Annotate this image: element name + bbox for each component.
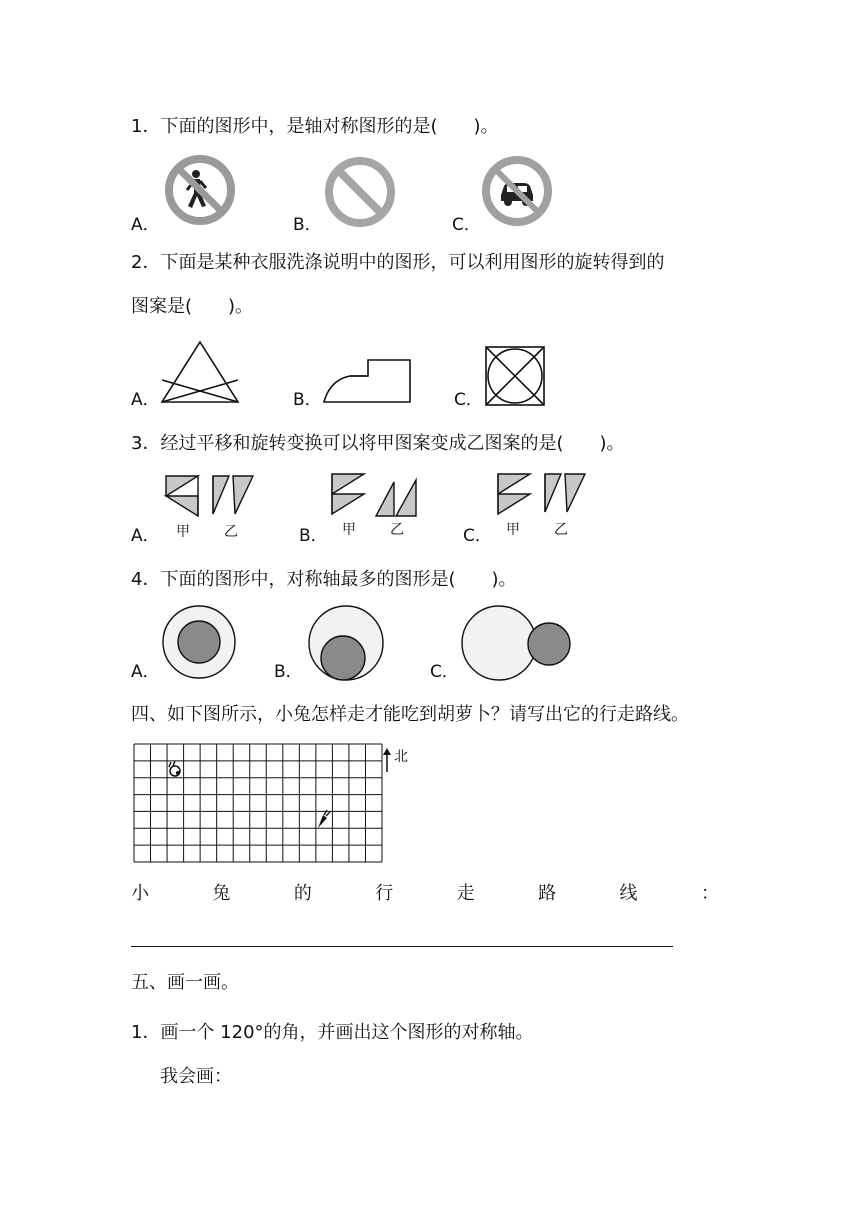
q3-c-pattern-yi-icon	[541, 472, 587, 516]
iron-shape-icon	[322, 356, 412, 406]
q3-b-label-jia: 甲	[342, 522, 356, 538]
q4-option-b-label: B．	[274, 662, 303, 682]
route-char: 的	[293, 883, 312, 904]
q3-c-pattern-jia-icon	[496, 472, 536, 516]
q2-option-c-label: C．	[454, 390, 483, 410]
q2-option-a-label: A．	[131, 390, 160, 410]
q3-a-label-jia: 甲	[176, 524, 190, 540]
q3-option-c-label: C．	[463, 526, 492, 546]
route-char: 行	[375, 883, 394, 904]
route-char: 路	[538, 883, 557, 904]
route-grid	[133, 743, 383, 863]
question-1-text: 1．下面的图形中，是轴对称图形的是( )。	[131, 116, 499, 137]
q1-option-a-label: A．	[131, 215, 160, 235]
q3-c-label-jia: 甲	[506, 522, 520, 538]
q3-b-pattern-jia-icon	[330, 472, 370, 516]
prohibition-sign-icon	[324, 156, 396, 228]
q3-option-b-label: B．	[299, 526, 328, 546]
section-5-question-1: 1．画一个 120°的角，并画出这个图形的对称轴。	[131, 1022, 534, 1043]
q3-b-pattern-yi-icon	[374, 476, 420, 520]
q3-b-label-yi: 乙	[390, 522, 404, 538]
question-2-line-1: 2．下面是某种衣服洗涤说明中的图形，可以利用图形的旋转得到的	[131, 252, 665, 273]
q2-option-b-label: B．	[293, 390, 322, 410]
draw-label: 我会画：	[160, 1066, 232, 1087]
carrot-icon	[318, 810, 330, 828]
q1-option-c-label: C．	[452, 215, 481, 235]
triangle-cross-pattern-icon	[160, 340, 240, 404]
route-answer-line[interactable]	[131, 946, 673, 947]
question-3-text: 3．经过平移和旋转变换可以将甲图案变成乙图案的是( )。	[131, 433, 625, 454]
q3-c-label-yi: 乙	[554, 522, 568, 538]
q3-a-pattern-jia-icon	[164, 474, 204, 518]
section-4-title: 四、如下图所示，小兔怎样走才能吃到胡萝卜？请写出它的行走路线。	[131, 704, 689, 725]
route-char: 小	[131, 883, 149, 904]
two-external-circles-icon	[460, 604, 574, 682]
section-5-title: 五、画一画。	[131, 972, 239, 993]
question-4-text: 4．下面的图形中，对称轴最多的图形是( )。	[131, 569, 517, 590]
concentric-circles-icon	[161, 604, 237, 680]
north-arrow-icon	[381, 748, 393, 772]
route-char: 兔	[212, 883, 231, 904]
rabbit-icon	[169, 761, 180, 776]
north-label: 北	[394, 749, 408, 765]
question-2-line-2: 图案是( )。	[131, 296, 254, 317]
route-label	[131, 885, 719, 903]
tangent-inner-circles-icon	[307, 604, 385, 682]
route-char: 走	[456, 883, 475, 904]
q1-option-b-label: B．	[293, 215, 322, 235]
q3-option-a-label: A．	[131, 526, 160, 546]
no-car-sign-icon	[481, 155, 553, 227]
q4-option-a-label: A．	[131, 662, 160, 682]
q4-option-c-label: C．	[430, 662, 459, 682]
q3-a-pattern-yi-icon	[209, 474, 255, 518]
route-char: 线	[619, 883, 638, 904]
square-circle-cross-icon	[485, 346, 545, 406]
route-char: ：	[700, 883, 719, 904]
q3-a-label-yi: 乙	[224, 524, 238, 540]
no-pedestrian-sign-icon	[164, 154, 236, 226]
